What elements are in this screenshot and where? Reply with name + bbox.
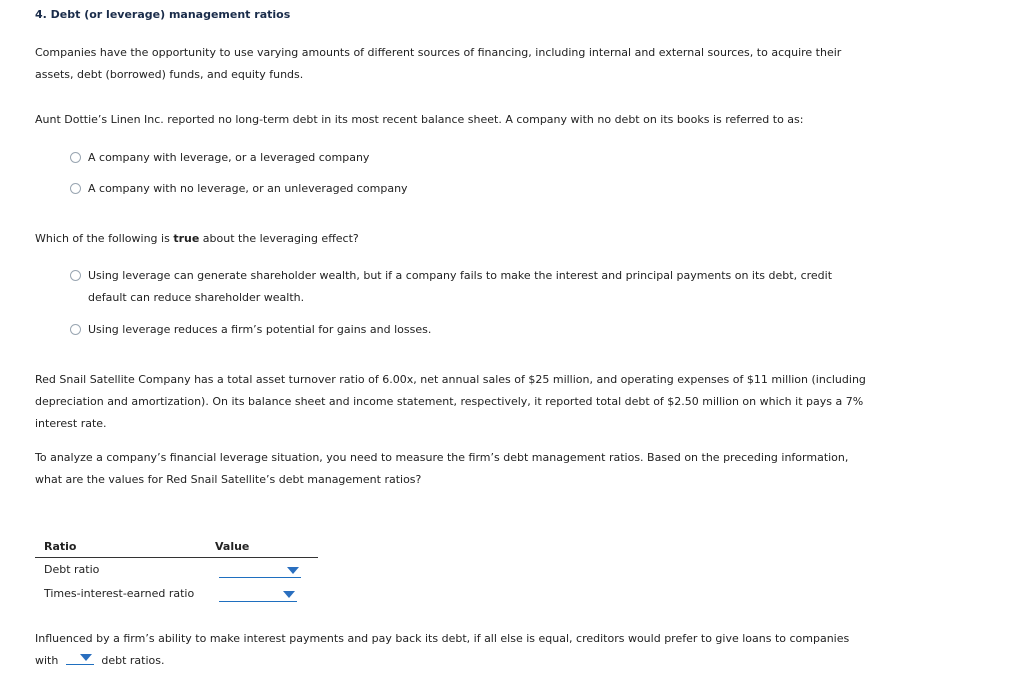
value-column-header: Value	[215, 540, 250, 553]
q2-prompt-bold: true	[173, 232, 200, 245]
chevron-down-icon	[283, 591, 295, 598]
tie-ratio-dropdown[interactable]	[219, 587, 297, 602]
debt-ratio-dropdown[interactable]	[219, 563, 301, 578]
analyze-paragraph: To analyze a company’s financial leverage situation, you need to measure the firm’s debt management ratios. Based on the preceding information, what are the values for Red Snail Satellite’s debt management ratios?	[35, 451, 849, 486]
creditor-preference-dropdown[interactable]	[66, 650, 94, 665]
intro-paragraph: Companies have the opportunity to use varying amounts of different sources of financing, including internal and external sources, to acquire their assets, debt (borrowed) funds, and equity funds.	[35, 46, 842, 81]
scenario-paragraph: Red Snail Satellite Company has a total asset turnover ratio of 6.00x, net annual sales of $25 million, and operating expenses of $11 million (including depreciation and amortization). On its balance sheet and income statement, respectively, it reported total debt of $2.50 million on which it pays a 7% interest rate.	[35, 373, 866, 430]
chevron-down-icon	[287, 567, 299, 574]
q2-option-reduces-potential[interactable]	[70, 319, 431, 341]
ratio-column-header: Ratio	[44, 540, 77, 553]
q1-option-leveraged[interactable]	[70, 147, 369, 169]
tie-ratio-label: Times-interest-earned ratio	[44, 587, 195, 600]
question-2-prompt	[35, 228, 359, 250]
debt-ratio-label: Debt ratio	[44, 563, 100, 576]
radio-button[interactable]	[70, 183, 81, 194]
radio-button[interactable]	[70, 152, 81, 163]
chevron-down-icon	[80, 654, 92, 661]
q1-option-label: A company with no leverage, or an unleveraged company	[88, 182, 408, 195]
q2-option-label: Using leverage reduces a firm’s potential for gains and losses.	[88, 323, 432, 336]
radio-button[interactable]	[70, 324, 81, 335]
section-title: 4. Debt (or leverage) management ratios	[35, 8, 291, 21]
radio-button[interactable]	[70, 270, 81, 281]
final-statement-line2	[35, 650, 164, 672]
q1-option-label: A company with leverage, or a leveraged company	[88, 151, 370, 164]
q1-option-unleveraged[interactable]	[70, 178, 408, 200]
final-after-label: debt ratios.	[101, 654, 165, 667]
ratio-table-header	[35, 538, 318, 558]
ratio-table-body	[35, 558, 325, 608]
q2-option-label: Using leverage can generate shareholder wealth, but if a company fails to make the interest and principal payments on its debt, credit default can reduce shareholder wealth.	[88, 269, 833, 304]
question-1-prompt: Aunt Dottie’s Linen Inc. reported no long-term debt in its most recent balance sheet. A company with no debt on its books is referred to as:	[35, 113, 804, 126]
q2-option-generate-wealth[interactable]	[70, 265, 860, 309]
q2-prompt-after: about the leveraging effect?	[199, 232, 359, 245]
final-statement-line1: Influenced by a firm’s ability to make interest payments and pay back its debt, if all else is equal, creditors would prefer to give loans to companies	[35, 632, 850, 645]
q2-prompt-before: Which of the following is	[35, 232, 174, 245]
final-with-label: with	[35, 654, 59, 667]
